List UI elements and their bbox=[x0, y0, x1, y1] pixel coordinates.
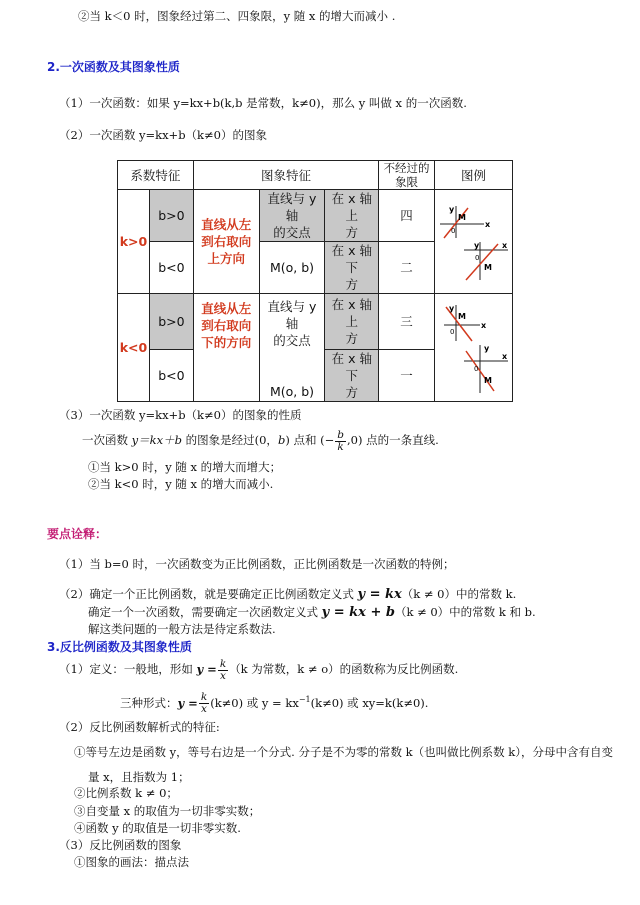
feature-heading: （2）反比例函数解析式的特征: bbox=[59, 720, 220, 734]
graph-method: ①图象的画法：描点法 bbox=[74, 855, 189, 869]
svg-text:y: y bbox=[474, 240, 480, 250]
svg-text:M: M bbox=[484, 262, 493, 272]
note-1: （1）当 b=0 时，一次函数变为正比例函数，正比例函数是一次函数的特例； bbox=[59, 557, 455, 571]
direction-down: 直线从左 到右取向 下的方向 bbox=[193, 294, 259, 402]
quadrant-two: 二 bbox=[379, 242, 435, 294]
inverse-definition: （1）定义：一般地，形如 y = $\frac{k}{x}$ （k 为常数，k ≠ o）的函数称为反比例函数. bbox=[59, 657, 459, 682]
section-2-title: 2.一次函数及其图象性质 bbox=[47, 60, 180, 74]
below-x-axis-2: 在 x 轴下 方 bbox=[325, 350, 379, 402]
note-4: 解这类问题的一般方法是待定系数法. bbox=[88, 622, 276, 636]
header-coefficient: 系数特征 bbox=[118, 161, 194, 190]
point-m: M(o, b) bbox=[259, 242, 325, 294]
graph-k-positive bbox=[436, 202, 510, 282]
property-heading: （3）一次函数 y=kx+b（k≠0）的图象的性质 bbox=[59, 408, 302, 422]
svg-text:M: M bbox=[484, 375, 493, 385]
header-graph-feature: 图象特征 bbox=[193, 161, 378, 190]
direction-up: 直线从左 到右取向 上方向 bbox=[193, 190, 259, 294]
quadrant-four: 四 bbox=[379, 190, 435, 242]
feature-1b: 量 x，且指数为 1； bbox=[88, 770, 190, 784]
svg-text:0: 0 bbox=[475, 253, 480, 262]
feature-4: ④函数 y 的取值是一切非零实数. bbox=[74, 821, 241, 835]
svg-text:y: y bbox=[449, 204, 455, 214]
fraction-b-over-k: $\frac{b}{k}$ bbox=[337, 428, 344, 453]
svg-text:x: x bbox=[502, 351, 508, 361]
inverse-forms: 三种形式：y = $\frac{k}{x}$ (k≠0) 或 $y = kx^{-1}(k\ne 0)$ 或 xy=k(k≠0). bbox=[120, 691, 429, 716]
top-line: ②当 k＜0 时，图象经过第二、四象限，y 随 x 的增大而减小 . bbox=[78, 9, 396, 23]
line-through-points: 一次函数 y＝kx＋b 的图象是经过(0，b) 点和 (− $\frac{b}{k}$ ,0) 点的一条直线. bbox=[82, 428, 439, 453]
graph-k-negative bbox=[436, 301, 510, 395]
feature-2: ②比例系数 k ≠ 0； bbox=[74, 786, 178, 800]
note-2: （2）确定一个正比例函数，就是要确定正比例函数定义式 y = kx（k ≠ 0）中的常数 k. bbox=[59, 587, 517, 602]
svg-text:0: 0 bbox=[474, 364, 479, 373]
intersect-y-axis-2: 直线与 y 轴 的交点 M(o, b) bbox=[259, 294, 325, 402]
b-positive-2: b>0 bbox=[149, 294, 193, 350]
svg-text:x: x bbox=[502, 240, 508, 250]
quadrant-three: 三 bbox=[379, 294, 435, 350]
svg-text:0: 0 bbox=[451, 226, 456, 235]
k-negative: k<0 bbox=[118, 294, 150, 402]
quadrant-one: 一 bbox=[379, 350, 435, 402]
above-x-axis: 在 x 轴上 方 bbox=[325, 190, 379, 242]
header-quadrant: 不经过的 象限 bbox=[379, 161, 435, 190]
below-x-axis: 在 x 轴下 方 bbox=[325, 242, 379, 294]
property-item-1: ①当 k>0 时，y 随 x 的增大而增大； bbox=[88, 460, 282, 474]
svg-text:M: M bbox=[458, 311, 467, 321]
linear-definition: （1）一次函数：如果 y=kx+b(k,b 是常数，k≠0)，那么 y 叫做 x 的一次函数. bbox=[59, 96, 467, 110]
legend-k-negative bbox=[434, 294, 512, 402]
b-negative: b<0 bbox=[149, 242, 193, 294]
intersect-y-axis: 直线与 y 轴 的交点 bbox=[259, 190, 325, 242]
graph-heading: （3）反比例函数的图象 bbox=[59, 838, 182, 852]
b-negative-2: b<0 bbox=[149, 350, 193, 402]
legend-k-positive bbox=[434, 190, 512, 294]
svg-text:x: x bbox=[485, 219, 491, 229]
svg-text:y: y bbox=[484, 343, 490, 353]
header-legend: 图例 bbox=[434, 161, 512, 190]
svg-text:y: y bbox=[449, 303, 455, 313]
svg-text:M: M bbox=[458, 212, 467, 222]
feature-1: ①等号左边是函数 y，等号右边是一个分式. 分子是不为零的常数 k（也叫做比例系数 k），分母中含有自变 bbox=[74, 745, 613, 759]
feature-3: ③自变量 x 的取值为一切非零实数； bbox=[74, 804, 261, 818]
k-positive: k>0 bbox=[118, 190, 150, 294]
note-3: 确定一个一次函数，需要确定一次函数定义式 y = kx + b（k ≠ 0）中的常数 k 和 b. bbox=[88, 605, 536, 620]
b-positive: b>0 bbox=[149, 190, 193, 242]
line-up-b-neg bbox=[466, 244, 498, 280]
linear-graph-heading: （2）一次函数 y=kx+b（k≠0）的图象 bbox=[59, 128, 267, 142]
property-item-2: ②当 k<0 时，y 随 x 的增大而减小. bbox=[88, 477, 274, 491]
section-3-title: 3.反比例函数及其图象性质 bbox=[47, 640, 192, 654]
above-x-axis-2: 在 x 轴上 方 bbox=[325, 294, 379, 350]
notes-title: 要点诠释： bbox=[47, 527, 108, 541]
svg-text:0: 0 bbox=[450, 327, 455, 336]
linear-function-table bbox=[117, 160, 513, 402]
svg-text:x: x bbox=[481, 320, 487, 330]
